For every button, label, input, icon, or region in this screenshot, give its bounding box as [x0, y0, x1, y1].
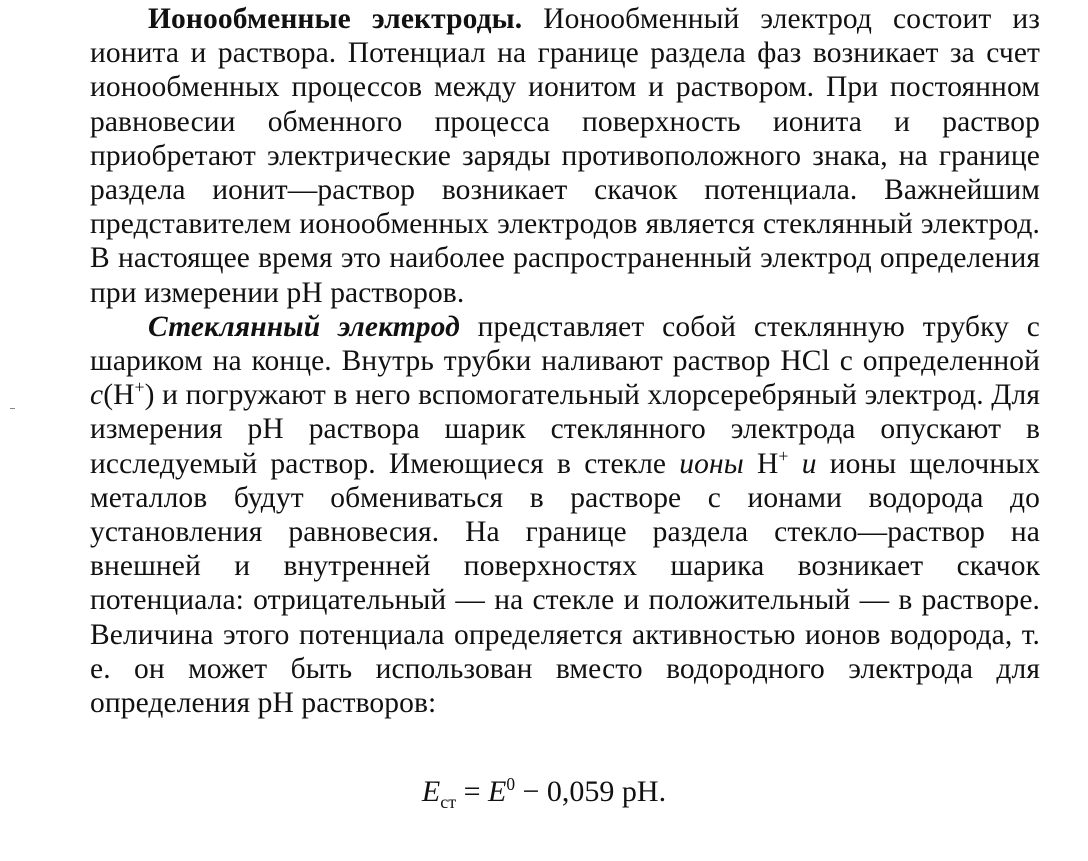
equation-rhs-superscript: 0: [506, 774, 516, 794]
paragraph-1-text: Ионообменный электрод состоит из ионита и раствора. Потенциал на границе раздела фаз возникает за счет ионообменных процессов между ионитом и раствором. При постоянном равновесии обменного процесса поверхность ионита и раствор приобретают электрические заряды противоположного знака, на границе раздела ионит—раствор возникает скачок потенциала. Важнейшим представителем ионообменных электродов является стеклянный электрод. В настоящее время это наиболее распространенный электрод определения при измерении рН растворов.: [90, 3, 1040, 309]
document-page: [90, 2, 1040, 720]
equation-rest: − 0,059 pH.: [515, 775, 667, 808]
hydrogen-ion: H: [743, 447, 779, 480]
heading-glass-electrode: Стеклянный электрод: [148, 310, 460, 343]
paragraph-2-text-c: ионы щелочных металлов будут обмениваться в растворе с ионами водорода до установления равновесия. На границе раздела стекло—раствор на внешней и внутренней поверхностях шарика возникает скачок потенциала: отрицательный — на стекле и положительный — в растворе. Величина этого потенциала определяется активностью ионов водорода, т. е. он может быть использован вместо водородного электрода для определения рН растворов:: [90, 447, 1040, 720]
paragraph-glass-electrode: [90, 310, 1040, 720]
concentration-close: ): [144, 379, 155, 412]
and-word: и: [788, 447, 817, 480]
equation-equals: =: [456, 775, 488, 808]
equation-glass-electrode-potential: [0, 772, 1088, 812]
scan-speck: [10, 408, 15, 409]
concentration-symbol: c: [90, 379, 104, 412]
concentration-charge: +: [134, 377, 145, 398]
concentration-open: (H: [103, 379, 135, 412]
equation-lhs-subscript: ст: [440, 792, 457, 812]
equation-lhs-variable: E: [421, 775, 441, 808]
heading-ion-exchange-electrodes: Ионообменные электроды.: [148, 3, 523, 35]
equation-rhs-variable: E: [487, 775, 507, 808]
paragraph-2-text-a: представляет собой стеклянную трубку с шариком на конце. Внутрь трубки наливают раствор HCl с определенной: [90, 310, 1040, 378]
paragraph-ion-exchange-electrodes: [90, 2, 1040, 310]
paragraph-2-text-b: и погружают в него вспомогательный хлорсеребряный электрод. Для измерения рН раствора шарик стеклянного электрода опускают в исследуемый раствор. Имеющиеся в стекле: [90, 379, 1040, 480]
hydrogen-ion-charge: +: [778, 445, 789, 466]
ions-word: ионы: [679, 447, 744, 480]
